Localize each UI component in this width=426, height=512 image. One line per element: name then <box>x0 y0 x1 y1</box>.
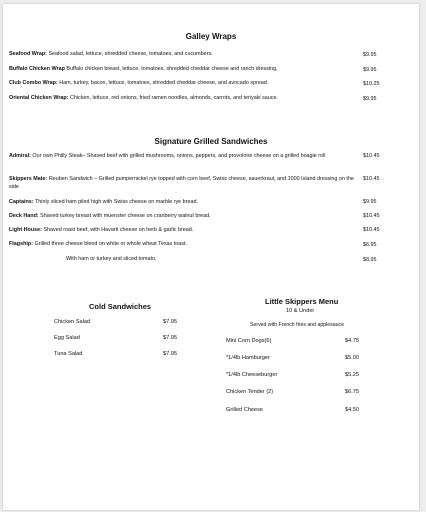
kids-age-note: 10 & Under <box>286 308 315 314</box>
menu-item <box>9 199 357 207</box>
item-desc: Seafood salad, lettuce, shredded cheese, tomatoes, and cucumbers. <box>48 51 213 57</box>
cold-item-name: Tuna Salad <box>54 351 83 357</box>
item-price: $10.45 <box>363 176 380 182</box>
menu-item <box>9 95 357 103</box>
item-name: Flagship: <box>9 241 33 247</box>
menu-item <box>9 213 357 221</box>
item-desc: Our own Philly Steak– Shaved beef with grilled mushrooms, onions, peppers, and provolone cheese on a grilled hoagie roll <box>32 153 326 159</box>
menu-item <box>9 80 357 88</box>
item-name: Club Combo Wrap: <box>9 80 58 86</box>
item-name: Skippers Mate: <box>9 176 48 182</box>
item-price: $10.45 <box>363 213 380 219</box>
item-price: $8.95 <box>363 257 377 263</box>
item-desc: Buffalo chicken breast, lettuce, tomatoes, shredded cheddar cheese and ranch dressing. <box>66 66 278 72</box>
item-name: Oriental Chicken Wrap: <box>9 95 69 101</box>
item-price: $10.45 <box>363 227 380 233</box>
item-price: $9.95 <box>363 67 377 73</box>
item-price: $9.95 <box>363 96 377 102</box>
item-price: $10.45 <box>363 153 380 159</box>
kids-item-price: $4.50 <box>345 407 359 413</box>
cold-item-price: $7.95 <box>163 351 177 357</box>
item-name: Admiral: <box>9 153 31 159</box>
item-name: Buffalo Chicken Wrap <box>9 66 65 72</box>
item-desc: Shaved roast beef, with Havarti cheese on herb & garlic bread. <box>43 227 194 233</box>
item-name: Captains: <box>9 199 34 205</box>
item-price: $9.95 <box>363 199 377 205</box>
item-price: $6.95 <box>363 242 377 248</box>
menu-item <box>9 51 357 59</box>
kids-item-name: Mini Corn Dogs(6) <box>226 338 272 344</box>
item-desc: Thinly sliced ham piled high with Swiss cheese on marble rye bread. <box>34 199 198 205</box>
cold-item-price: $7.95 <box>163 335 177 341</box>
kids-menu-title: Little Skippers Menu <box>265 297 339 306</box>
item-name: Light House: <box>9 227 42 233</box>
menu-item <box>9 241 357 249</box>
item-name: Seafood Wrap: <box>9 51 47 57</box>
cold-sandwiches-title: Cold Sandwiches <box>89 302 152 311</box>
menu-item-option <box>66 256 356 264</box>
kids-item-price: $4.75 <box>345 338 359 344</box>
item-desc: With ham or turkey and sliced tomato. <box>66 256 157 262</box>
item-desc: Reuben Sandwich – Grilled pumpernickel rye topped with corn beef, Swiss cheese, sauerkraut, and 1000 Island dressing on the side <box>9 176 354 190</box>
cold-item-price: $7.95 <box>163 319 177 325</box>
menu-item <box>9 153 357 161</box>
item-name: Deck Hand: <box>9 213 39 219</box>
menu-page <box>3 4 419 510</box>
kids-item-name: *1/4lb Hamburger <box>226 355 270 361</box>
kids-item-price: $5.00 <box>345 355 359 361</box>
cold-item-name: Egg Salad <box>54 335 80 341</box>
menu-item <box>9 227 357 235</box>
kids-item-name: Grilled Cheese <box>226 407 263 413</box>
item-price: $9.95 <box>363 52 377 58</box>
kids-item-price: $6.75 <box>345 389 359 395</box>
galley-wraps-title: Galley Wraps <box>185 32 237 41</box>
menu-item <box>9 176 357 191</box>
item-desc: Ham, turkey, bacon, lettuce, tomatoes, shredded cheddar cheese, and avocado spread. <box>59 80 269 86</box>
kids-served-note: Served with French fries and applesauce <box>250 322 345 328</box>
menu-item <box>9 66 357 74</box>
cold-item-name: Chicken Salad <box>54 319 91 325</box>
item-desc: Grilled three cheese blend on white or whole wheat Texas toast. <box>34 241 187 247</box>
item-price: $10.25 <box>363 81 380 87</box>
kids-item-name: Chicken Tender (2) <box>226 389 274 395</box>
item-desc: Chicken, lettuce, red onions, fried ramen noodles, almonds, carrots, and teriyaki sauce. <box>70 95 278 101</box>
kids-item-price: $5.25 <box>345 372 359 378</box>
item-desc: Shaved turkey breast with muenster cheese on cranberry walnut bread. <box>40 213 211 219</box>
signature-sandwiches-title: Signature Grilled Sandwiches <box>154 137 268 146</box>
kids-item-name: *1/4lb Cheeseburger <box>226 372 278 378</box>
